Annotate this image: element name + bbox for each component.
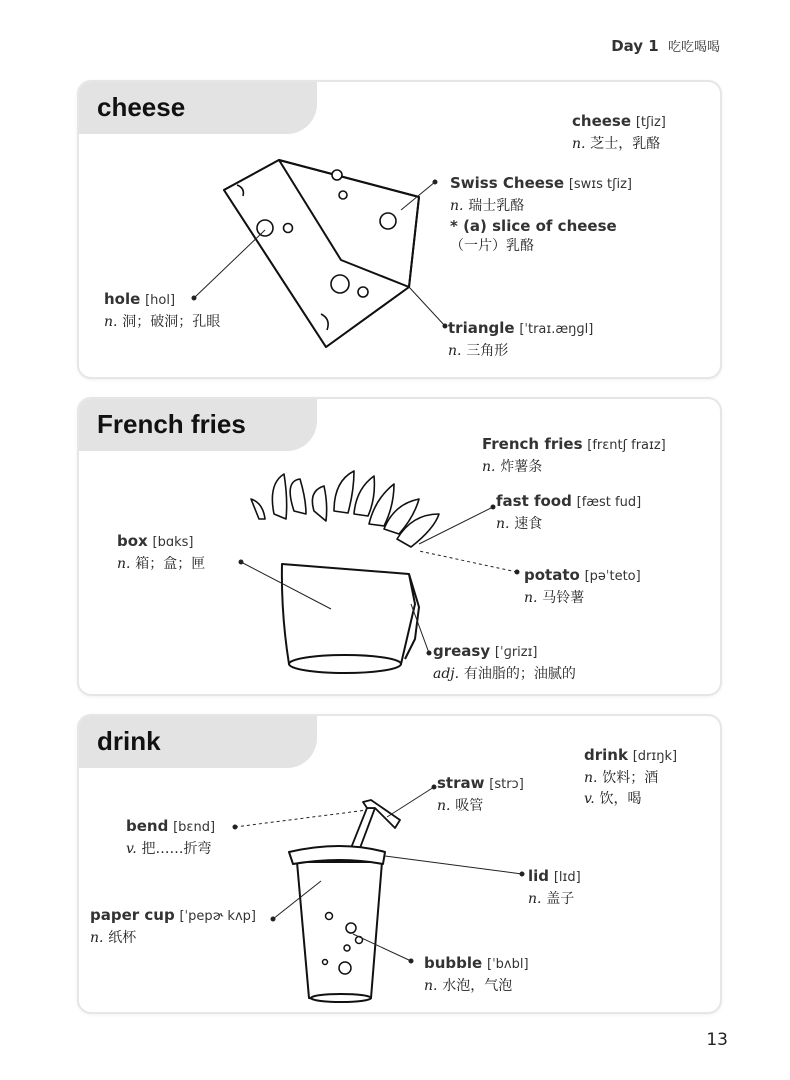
label-greasy: greasy [ˈɡrizɪ] adj. 有油脂的；油腻的: [433, 642, 576, 682]
label-swiss-cheese: Swiss Cheese [swɪs tʃiz] n. 瑞士乳酪 * (a) slice of cheese （一片）乳酪: [450, 174, 632, 254]
section-title: drink: [97, 726, 161, 756]
label-box: box [bɑks] n. 箱；盒；匣: [117, 532, 206, 572]
label-straw: straw [strɔ] n. 吸管: [437, 774, 524, 814]
label-drink: drink [drɪŋk] n. 饮料；酒 v. 饮，喝: [584, 746, 678, 807]
page-number: 13: [706, 1030, 728, 1050]
label-triangle: triangle [ˈtraɪ.æŋɡl] n. 三角形: [448, 319, 594, 359]
section-cheese: [77, 80, 722, 379]
day-label: Day 1: [611, 37, 659, 55]
section-french-fries: [77, 397, 722, 696]
label-cheese: cheese [tʃiz] n. 芝士，乳酪: [572, 112, 666, 152]
label-lid: lid [lɪd] n. 盖子: [528, 867, 581, 907]
label-bubble: bubble [ˈbʌbl] n. 水泡，气泡: [424, 954, 529, 994]
label-french-fries: French fries [frɛntʃ fraɪz] n. 炸薯条: [482, 435, 666, 475]
label-potato: potato [pəˈteto] n. 马铃薯: [524, 566, 641, 606]
label-hole: hole [hol] n. 洞；破洞；孔眼: [104, 290, 221, 330]
page-header: [611, 36, 720, 55]
topic-label: 吃吃喝喝: [667, 40, 720, 55]
label-paper-cup: paper cup [ˈpepɚ kʌp] n. 纸杯: [90, 906, 256, 946]
label-fast-food: fast food [fæst fud] n. 速食: [496, 492, 642, 532]
label-bend: bend [bɛnd] v. 把……折弯: [126, 817, 216, 857]
section-title: French fries: [97, 409, 246, 439]
section-title: cheese: [97, 92, 186, 122]
section-drink: [77, 714, 722, 1014]
